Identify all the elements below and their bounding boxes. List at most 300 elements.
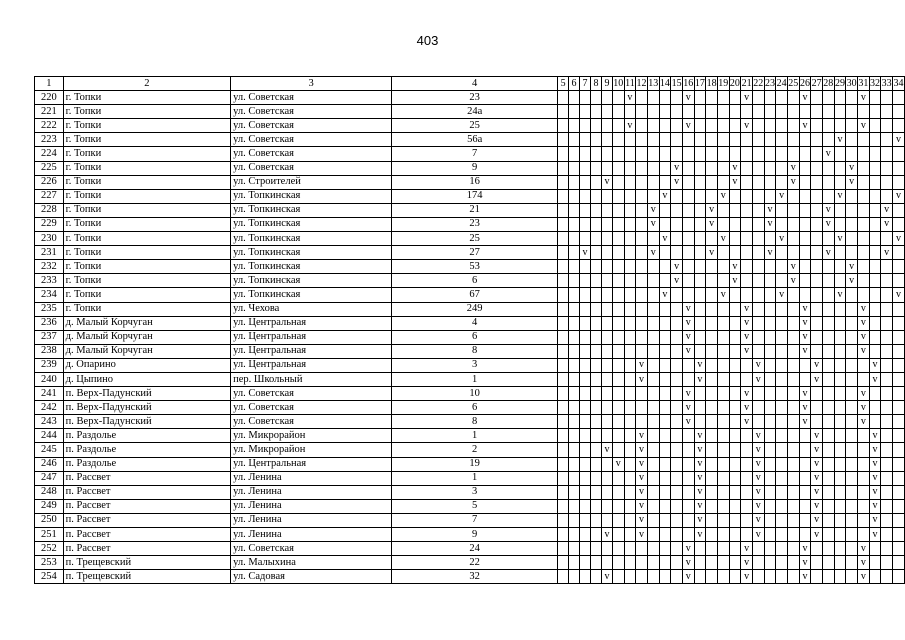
mark-cell — [741, 457, 753, 471]
mark-cell — [846, 217, 858, 231]
mark-cell — [846, 387, 858, 401]
place-cell: п. Раздолье — [63, 429, 230, 443]
place-cell: п. Рассвет — [63, 499, 230, 513]
mark-cell: v — [694, 443, 706, 457]
mark-cell — [822, 443, 834, 457]
mark-cell — [624, 161, 636, 175]
mark-cell — [846, 429, 858, 443]
mark-cell — [558, 175, 569, 189]
mark-cell — [580, 358, 591, 372]
mark-cell — [846, 415, 858, 429]
mark-cell: v — [752, 528, 764, 542]
mark-cell — [717, 133, 729, 147]
mark-cell — [752, 260, 764, 274]
mark-cell — [612, 232, 624, 246]
table-row — [35, 330, 905, 344]
mark-cell: v — [799, 401, 811, 415]
table-row — [35, 372, 905, 386]
mark-cell — [846, 203, 858, 217]
mark-cell: v — [682, 570, 694, 584]
mark-cell — [811, 542, 823, 556]
mark-cell — [893, 175, 905, 189]
mark-cell — [776, 429, 788, 443]
mark-cell — [822, 288, 834, 302]
mark-cell: v — [694, 528, 706, 542]
mark-cell — [834, 415, 846, 429]
mark-cell — [881, 175, 893, 189]
mark-cell: v — [741, 344, 753, 358]
mark-cell — [647, 542, 659, 556]
mark-cell — [624, 133, 636, 147]
mark-cell — [869, 133, 881, 147]
mark-cell — [682, 471, 694, 485]
mark-cell — [569, 401, 580, 415]
mark-cell — [706, 260, 718, 274]
house-cell: 7 — [392, 513, 558, 527]
house-cell: 32 — [392, 570, 558, 584]
mark-cell — [787, 105, 799, 119]
mark-cell — [752, 415, 764, 429]
mark-cell — [787, 217, 799, 231]
mark-cell — [569, 457, 580, 471]
mark-cell — [787, 344, 799, 358]
mark-cell — [834, 457, 846, 471]
mark-cell — [776, 556, 788, 570]
mark-cell — [647, 372, 659, 386]
mark-cell — [834, 485, 846, 499]
mark-cell — [569, 302, 580, 316]
mark-cell — [764, 513, 776, 527]
mark-cell — [612, 161, 624, 175]
mark-cell — [752, 401, 764, 415]
mark-cell: v — [682, 91, 694, 105]
mark-cell — [717, 147, 729, 161]
mark-cell — [647, 161, 659, 175]
mark-cell — [717, 105, 729, 119]
mark-cell — [857, 189, 869, 203]
mark-cell — [741, 217, 753, 231]
mark-cell — [741, 189, 753, 203]
mark-cell — [741, 528, 753, 542]
street-cell: ул. Топкинская — [231, 217, 392, 231]
mark-cell — [647, 274, 659, 288]
mark-cell — [717, 203, 729, 217]
place-cell: п. Рассвет — [63, 542, 230, 556]
mark-cell — [569, 570, 580, 584]
mark-cell — [590, 316, 601, 330]
street-cell: ул. Микрорайон — [231, 429, 392, 443]
mark-cell: v — [659, 189, 671, 203]
mark-cell — [624, 485, 636, 499]
mark-cell — [647, 147, 659, 161]
table-row — [35, 443, 905, 457]
mark-cell — [752, 302, 764, 316]
mark-cell — [811, 302, 823, 316]
mark-cell — [694, 246, 706, 260]
mark-cell — [671, 542, 683, 556]
mark-cell — [822, 91, 834, 105]
mark-cell — [624, 105, 636, 119]
mark-cell — [601, 203, 612, 217]
mark-cell — [612, 401, 624, 415]
mark-cell: v — [694, 471, 706, 485]
mark-cell — [799, 274, 811, 288]
mark-cell: v — [881, 246, 893, 260]
mark-cell — [659, 415, 671, 429]
mark-cell — [717, 175, 729, 189]
mark-cell — [881, 105, 893, 119]
mark-cell — [558, 302, 569, 316]
mark-cell — [558, 372, 569, 386]
mark-cell — [601, 499, 612, 513]
mark-cell — [694, 147, 706, 161]
street-cell: пер. Школьный — [231, 372, 392, 386]
house-cell: 6 — [392, 274, 558, 288]
mark-cell: v — [869, 443, 881, 457]
mark-cell — [601, 217, 612, 231]
mark-cell — [764, 344, 776, 358]
place-cell: п. Рассвет — [63, 485, 230, 499]
mark-cell — [869, 203, 881, 217]
mark-cell — [659, 513, 671, 527]
mark-cell — [741, 372, 753, 386]
mark-cell — [624, 415, 636, 429]
mark-cell — [799, 175, 811, 189]
mark-cell: v — [729, 274, 741, 288]
mark-cell: v — [776, 232, 788, 246]
street-cell: ул. Советская — [231, 133, 392, 147]
mark-cell — [717, 119, 729, 133]
mark-cell: v — [811, 528, 823, 542]
mark-cell — [846, 457, 858, 471]
mark-cell — [752, 246, 764, 260]
mark-cell — [601, 457, 612, 471]
street-cell: ул. Центральная — [231, 316, 392, 330]
header-cell: 10 — [612, 77, 624, 91]
mark-cell — [893, 513, 905, 527]
mark-cell — [659, 401, 671, 415]
mark-cell — [787, 330, 799, 344]
mark-cell — [881, 344, 893, 358]
mark-cell — [834, 260, 846, 274]
mark-cell — [706, 344, 718, 358]
mark-cell — [647, 260, 659, 274]
house-cell: 10 — [392, 387, 558, 401]
mark-cell — [647, 232, 659, 246]
mark-cell — [569, 358, 580, 372]
mark-cell — [569, 415, 580, 429]
house-cell: 21 — [392, 203, 558, 217]
mark-cell — [647, 288, 659, 302]
mark-cell: v — [857, 542, 869, 556]
mark-cell — [881, 302, 893, 316]
house-cell: 8 — [392, 415, 558, 429]
mark-cell — [706, 485, 718, 499]
mark-cell — [580, 344, 591, 358]
mark-cell — [729, 528, 741, 542]
street-cell: ул. Топкинская — [231, 203, 392, 217]
mark-cell — [822, 457, 834, 471]
mark-cell — [776, 316, 788, 330]
mark-cell — [717, 344, 729, 358]
mark-cell — [729, 429, 741, 443]
mark-cell — [659, 485, 671, 499]
header-cell: 25 — [787, 77, 799, 91]
header-cell: 28 — [822, 77, 834, 91]
mark-cell — [558, 246, 569, 260]
mark-cell — [811, 415, 823, 429]
mark-cell — [694, 302, 706, 316]
mark-cell — [869, 344, 881, 358]
mark-cell — [764, 528, 776, 542]
mark-cell — [706, 471, 718, 485]
mark-cell — [717, 302, 729, 316]
mark-cell: v — [624, 91, 636, 105]
mark-cell — [764, 288, 776, 302]
mark-cell — [624, 358, 636, 372]
mark-cell — [857, 499, 869, 513]
row-number: 250 — [35, 513, 64, 527]
mark-cell — [601, 189, 612, 203]
mark-cell — [869, 217, 881, 231]
mark-cell — [601, 232, 612, 246]
mark-cell: v — [706, 217, 718, 231]
header-cell: 18 — [706, 77, 718, 91]
mark-cell — [659, 387, 671, 401]
mark-cell — [682, 260, 694, 274]
mark-cell — [752, 119, 764, 133]
row-number: 244 — [35, 429, 64, 443]
mark-cell — [580, 91, 591, 105]
mark-cell — [601, 429, 612, 443]
table-row — [35, 147, 905, 161]
mark-cell — [569, 372, 580, 386]
mark-cell — [647, 429, 659, 443]
mark-cell — [787, 288, 799, 302]
mark-cell: v — [741, 556, 753, 570]
mark-cell — [569, 485, 580, 499]
mark-cell — [612, 570, 624, 584]
mark-cell: v — [647, 203, 659, 217]
mark-cell — [787, 302, 799, 316]
mark-cell — [636, 556, 648, 570]
mark-cell — [647, 471, 659, 485]
mark-cell — [694, 542, 706, 556]
mark-cell — [717, 274, 729, 288]
mark-cell — [857, 513, 869, 527]
mark-cell — [729, 246, 741, 260]
mark-cell — [893, 302, 905, 316]
mark-cell — [612, 147, 624, 161]
mark-cell — [694, 133, 706, 147]
mark-cell — [612, 302, 624, 316]
mark-cell — [647, 387, 659, 401]
mark-cell — [729, 358, 741, 372]
mark-cell — [580, 429, 591, 443]
table-row — [35, 499, 905, 513]
mark-cell — [612, 133, 624, 147]
mark-cell — [558, 105, 569, 119]
mark-cell — [893, 161, 905, 175]
mark-cell: v — [636, 358, 648, 372]
mark-cell — [869, 189, 881, 203]
mark-cell — [822, 330, 834, 344]
mark-cell — [624, 372, 636, 386]
mark-cell — [659, 528, 671, 542]
place-cell: д. Малый Корчуган — [63, 316, 230, 330]
mark-cell: v — [893, 133, 905, 147]
mark-cell — [717, 387, 729, 401]
mark-cell — [601, 147, 612, 161]
mark-cell — [799, 443, 811, 457]
street-cell: ул. Центральная — [231, 358, 392, 372]
mark-cell — [706, 513, 718, 527]
mark-cell — [764, 415, 776, 429]
mark-cell — [590, 344, 601, 358]
mark-cell — [659, 471, 671, 485]
place-cell: г. Топки — [63, 246, 230, 260]
mark-cell — [741, 175, 753, 189]
mark-cell — [580, 372, 591, 386]
mark-cell — [893, 260, 905, 274]
mark-cell — [694, 415, 706, 429]
mark-cell — [569, 91, 580, 105]
mark-cell — [558, 260, 569, 274]
mark-cell — [857, 105, 869, 119]
mark-cell: v — [694, 457, 706, 471]
house-cell: 53 — [392, 260, 558, 274]
mark-cell — [846, 401, 858, 415]
mark-cell — [729, 133, 741, 147]
place-cell: п. Трещевский — [63, 570, 230, 584]
mark-cell — [787, 147, 799, 161]
mark-cell: v — [811, 372, 823, 386]
mark-cell — [776, 175, 788, 189]
mark-cell — [752, 91, 764, 105]
row-number: 248 — [35, 485, 64, 499]
house-cell: 4 — [392, 316, 558, 330]
mark-cell — [612, 542, 624, 556]
mark-cell — [694, 401, 706, 415]
mark-cell — [694, 344, 706, 358]
mark-cell — [671, 499, 683, 513]
mark-cell — [624, 302, 636, 316]
house-cell: 25 — [392, 119, 558, 133]
mark-cell — [659, 175, 671, 189]
mark-cell: v — [752, 372, 764, 386]
place-cell: г. Топки — [63, 189, 230, 203]
mark-cell — [881, 542, 893, 556]
mark-cell — [717, 330, 729, 344]
mark-cell — [846, 358, 858, 372]
street-cell: ул. Ленина — [231, 499, 392, 513]
mark-cell — [881, 372, 893, 386]
mark-cell: v — [682, 401, 694, 415]
mark-cell — [558, 387, 569, 401]
mark-cell — [764, 542, 776, 556]
mark-cell — [580, 232, 591, 246]
mark-cell — [671, 232, 683, 246]
street-cell: ул. Топкинская — [231, 288, 392, 302]
place-cell: п. Раздолье — [63, 443, 230, 457]
mark-cell — [569, 387, 580, 401]
mark-cell — [558, 542, 569, 556]
mark-cell — [601, 91, 612, 105]
mark-cell: v — [729, 161, 741, 175]
mark-cell — [741, 246, 753, 260]
mark-cell — [752, 344, 764, 358]
table-row — [35, 133, 905, 147]
mark-cell — [729, 316, 741, 330]
mark-cell — [846, 485, 858, 499]
house-cell: 16 — [392, 175, 558, 189]
mark-cell — [729, 401, 741, 415]
mark-cell — [647, 528, 659, 542]
mark-cell: v — [682, 316, 694, 330]
mark-cell — [647, 175, 659, 189]
mark-cell: v — [752, 485, 764, 499]
table-row — [35, 471, 905, 485]
mark-cell — [729, 542, 741, 556]
header-cell: 19 — [717, 77, 729, 91]
mark-cell — [580, 528, 591, 542]
mark-cell — [671, 556, 683, 570]
mark-cell — [706, 274, 718, 288]
mark-cell — [569, 133, 580, 147]
mark-cell — [776, 91, 788, 105]
mark-cell — [706, 232, 718, 246]
mark-cell — [787, 542, 799, 556]
mark-cell — [869, 401, 881, 415]
mark-cell — [601, 358, 612, 372]
mark-cell — [822, 556, 834, 570]
place-cell: п. Рассвет — [63, 471, 230, 485]
row-number: 246 — [35, 457, 64, 471]
mark-cell — [558, 330, 569, 344]
mark-cell: v — [624, 119, 636, 133]
table-row — [35, 91, 905, 105]
mark-cell: v — [682, 387, 694, 401]
row-number: 233 — [35, 274, 64, 288]
header-cell: 33 — [881, 77, 893, 91]
mark-cell — [636, 203, 648, 217]
mark-cell: v — [799, 119, 811, 133]
mark-cell — [893, 387, 905, 401]
mark-cell — [590, 302, 601, 316]
house-cell: 5 — [392, 499, 558, 513]
mark-cell — [822, 387, 834, 401]
mark-cell — [752, 387, 764, 401]
table-row — [35, 119, 905, 133]
mark-cell — [682, 175, 694, 189]
mark-cell: v — [752, 429, 764, 443]
mark-cell — [764, 387, 776, 401]
row-number: 236 — [35, 316, 64, 330]
table-row — [35, 556, 905, 570]
mark-cell: v — [647, 246, 659, 260]
mark-cell — [846, 443, 858, 457]
mark-cell — [647, 443, 659, 457]
mark-cell — [869, 415, 881, 429]
mark-cell — [764, 485, 776, 499]
mark-cell: v — [787, 161, 799, 175]
mark-cell: v — [580, 246, 591, 260]
mark-cell — [764, 105, 776, 119]
mark-cell — [857, 203, 869, 217]
mark-cell — [682, 358, 694, 372]
street-cell: ул. Топкинская — [231, 189, 392, 203]
mark-cell — [729, 513, 741, 527]
